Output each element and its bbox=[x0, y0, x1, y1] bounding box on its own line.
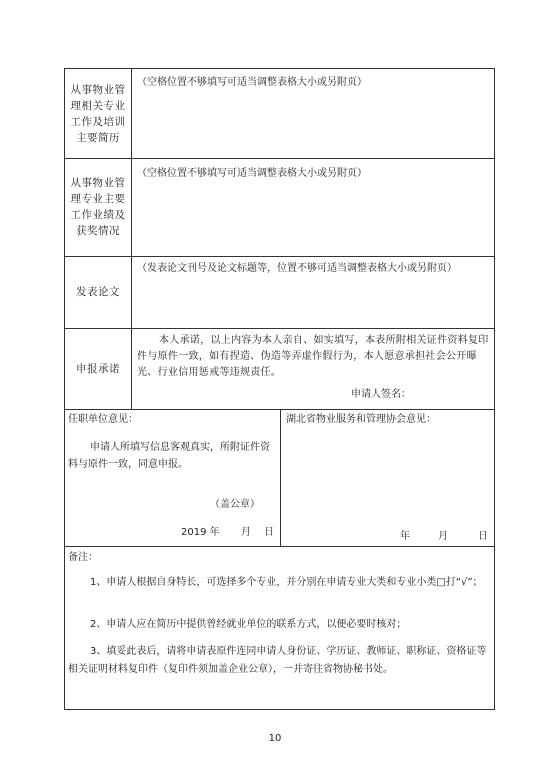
association-date-month: 月 bbox=[438, 531, 448, 542]
work-history-label: 从事物业管 理相关专业 工作及培训 主要简历 bbox=[70, 83, 126, 144]
employer-opinion-title: 任职单位意见： bbox=[68, 414, 138, 425]
association-date-year: 年 bbox=[400, 531, 410, 542]
achievements-field[interactable] bbox=[132, 185, 494, 255]
note-item-1: 1、申请人根据自身特长，可选择多个专业，并分别在申请专业大类和专业小类□打“√”； bbox=[90, 577, 483, 588]
page-number: 10 bbox=[268, 733, 282, 744]
work-history-field[interactable] bbox=[132, 93, 494, 157]
association-opinion-title: 湖北省物业服务和管理协会意见： bbox=[286, 414, 436, 425]
papers-label: 发表论文 bbox=[76, 286, 120, 298]
commitment-label: 申报承诺 bbox=[76, 362, 120, 375]
achievements-hint: （空格位置不够填写可适当调整表格大小或另附页） bbox=[137, 168, 367, 179]
work-history-hint: （空格位置不够填写可适当调整表格大小或另附页） bbox=[137, 77, 367, 88]
commitment-text: 本人承诺，以上内容为本人亲自、如实填写，本表所附相关证件资料复印件与原件一致，如有捏造、伪造等弄虚作假行为，本人愿意承担社会公开曝光、行业信用惩戒等违规责任。 bbox=[137, 335, 489, 378]
employer-date-year: 2019 年 bbox=[181, 527, 220, 538]
association-opinion-field[interactable] bbox=[282, 431, 494, 521]
official-stamp-note: （盖公章） bbox=[210, 499, 260, 510]
papers-field[interactable] bbox=[132, 281, 494, 327]
application-form-table bbox=[64, 68, 495, 710]
employer-opinion-text: 申请人所填写信息客观真实，所附证件资料与原件一致，同意申报。 bbox=[68, 442, 270, 470]
note-item-3: 3、填妥此表后，请将申请表原件连同申请人身份证、学历证、教师证、职称证、资格证等相关证明材料复印件（复印件须加盖企业公章），一并寄往省物协秘书处。 bbox=[68, 646, 487, 675]
applicant-signature-label: 申请人签名： bbox=[351, 389, 411, 400]
employer-date-day: 日 bbox=[264, 527, 274, 538]
note-item-2: 2、申请人应在简历中提供曾经就业单位的联系方式，以便必要时核对； bbox=[90, 619, 407, 630]
achievements-label: 从事物业管 理专业主要 工作业绩及 获奖情况 bbox=[70, 177, 126, 237]
association-date-day: 日 bbox=[478, 531, 488, 542]
employer-date-month: 月 bbox=[241, 527, 251, 538]
papers-hint: （发表论文刊号及论文标题等，位置不够可适当调整表格大小或另附页） bbox=[137, 263, 457, 274]
notes-title: 备注： bbox=[68, 552, 98, 563]
applicant-signature-field[interactable] bbox=[415, 385, 491, 403]
